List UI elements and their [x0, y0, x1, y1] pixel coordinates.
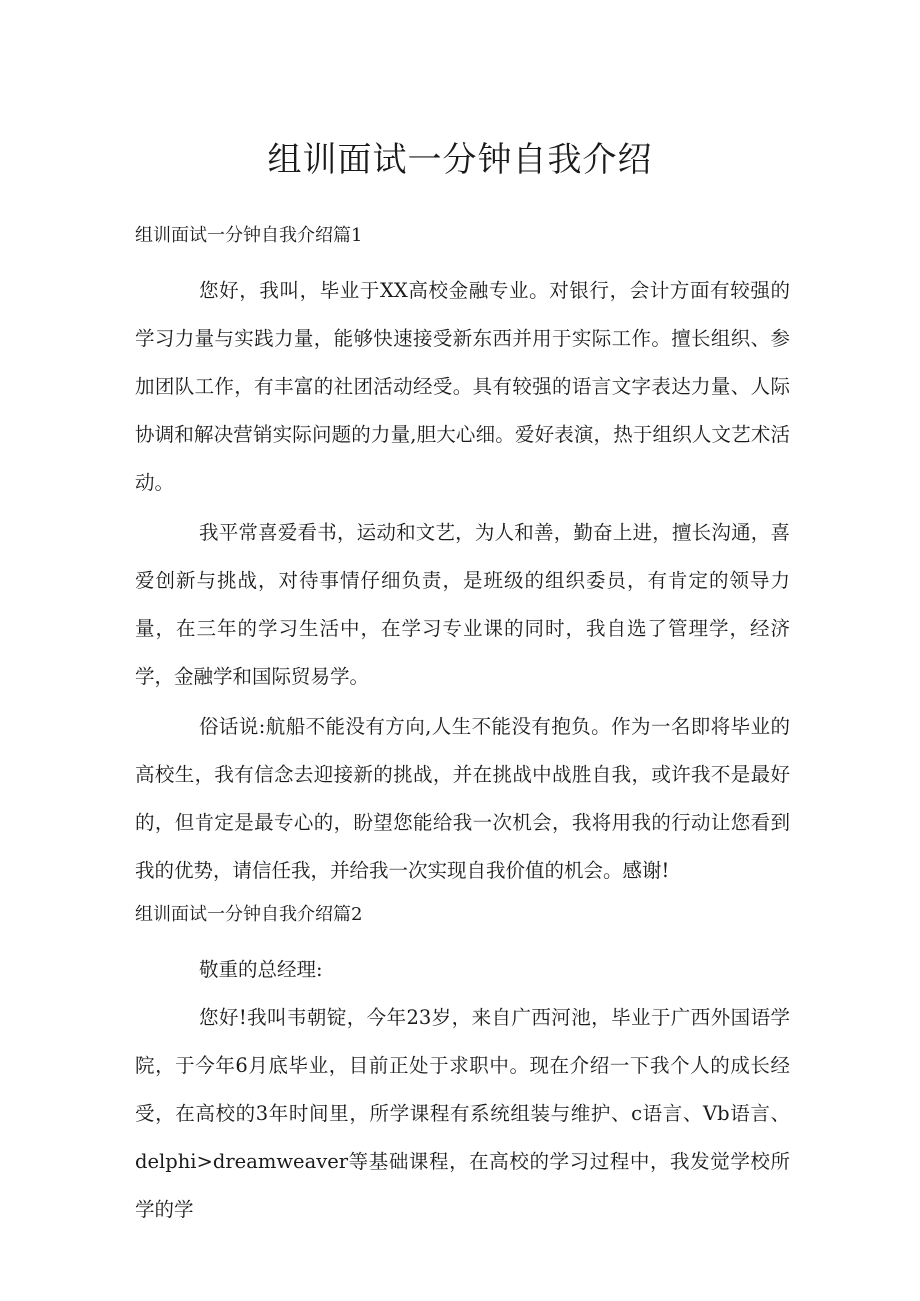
salutation: 敬重的总经理:	[199, 958, 323, 981]
document-body	[135, 218, 790, 1234]
section-1	[135, 218, 790, 895]
paragraph: 您好，我叫，毕业于XX高校金融专业。对银行，会计方面有较强的学习力量与实践力量，能够快速接受新东西并用于实际工作。擅长组织、参加团队工作，有丰富的社团活动经受。具有较强的语言文字表达力量、人际协调和解决营销实际问题的力量,胆大心细。爱好表演，热于组织人文艺术活动。	[135, 279, 790, 494]
section-heading: 组训面试一分钟自我介绍篇2	[135, 904, 363, 925]
section-heading: 组训面试一分钟自我介绍篇1	[135, 225, 363, 246]
paragraph: 我平常喜爱看书，运动和文艺，为人和善，勤奋上进，擅长沟通，喜爱创新与挑战，对待事情仔细负责，是班级的组织委员，有肯定的领导力量，在三年的学习生活中，在学习专业课的同时，我自选了管理学，经济学，金融学和国际贸易学。	[135, 521, 790, 688]
paragraph: 您好!我叫韦朝锭，今年23岁，来自广西河池，毕业于广西外国语学院，于今年6月底毕业，目前正处于求职中。现在介绍一下我个人的成长经受，在高校的3年时间里，所学课程有系统组装与维护、c语言、Vb语言、delphi>dreamweaver等基础课程，在高校的学习过程中，我发觉学校所学的学	[135, 1006, 790, 1221]
section-2	[135, 897, 790, 1234]
paragraph: 俗话说:航船不能没有方向,人生不能没有抱负。作为一名即将毕业的高校生，我有信念去迎接新的挑战，并在挑战中战胜自我，或许我不是最好的，但肯定是最专心的，盼望您能给我一次机会，我将用我的行动让您看到我的优势，请信任我，并给我一次实现自我价值的机会。感谢!	[135, 715, 790, 882]
document-title: 组训面试一分钟自我介绍	[267, 140, 653, 180]
